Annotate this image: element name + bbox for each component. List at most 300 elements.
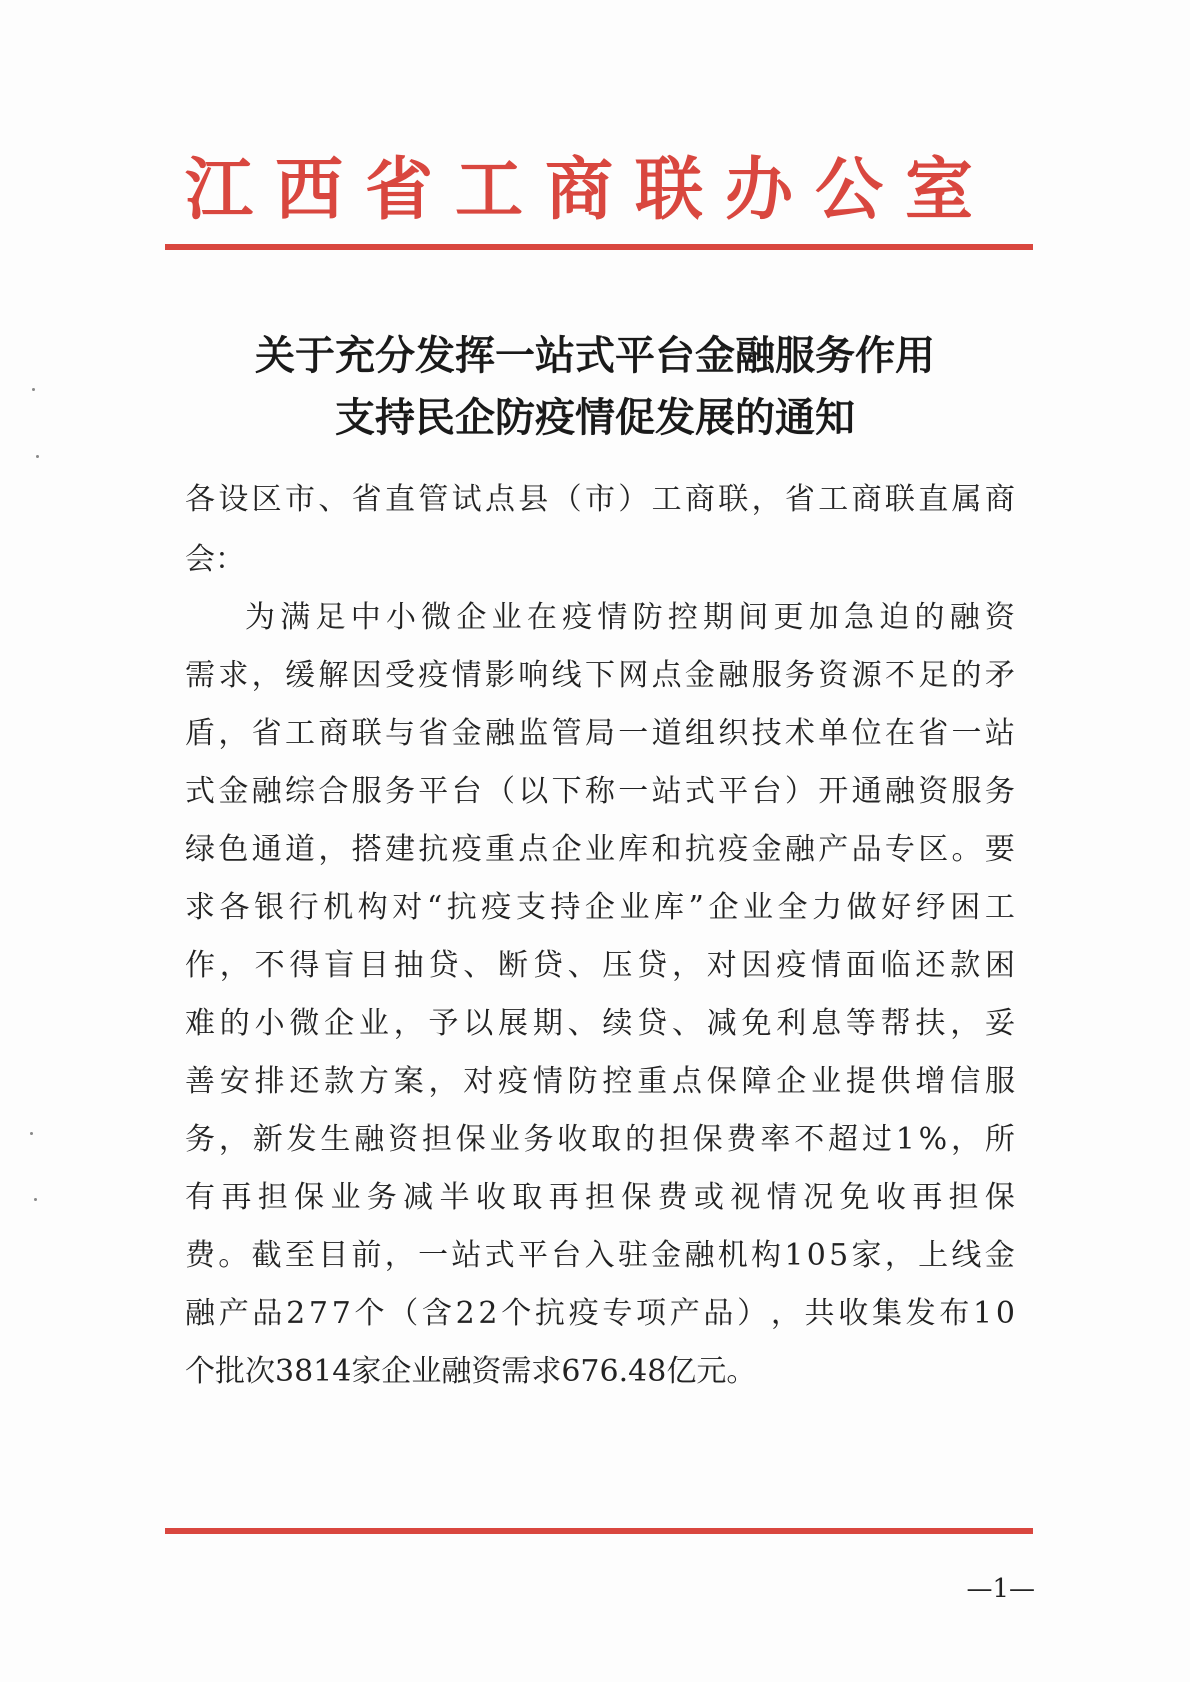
glyph: 至 — [284, 1238, 315, 1273]
glyph: 担 — [421, 1122, 452, 1157]
glyph: 金 — [218, 774, 249, 809]
glyph: 满 — [280, 600, 311, 635]
glyph: 品 — [703, 1296, 734, 1331]
glyph: 或 — [694, 1180, 725, 1215]
glyph: 上 — [918, 1238, 949, 1273]
glyph: 服 — [951, 774, 982, 809]
glyph: 况 — [803, 1180, 834, 1215]
glyph: ， — [251, 658, 282, 693]
glyph: 各 — [185, 482, 215, 517]
glyph: ， — [318, 832, 349, 867]
glyph: 提 — [845, 1064, 876, 1099]
glyph: 迫 — [879, 600, 910, 635]
glyph: 融 — [354, 1122, 385, 1157]
glyph: 情 — [451, 658, 482, 693]
glyph: 疫 — [776, 948, 807, 983]
glyph: 单 — [818, 716, 849, 751]
glyph: 1 — [895, 1122, 915, 1157]
glyph: 疫 — [718, 832, 749, 867]
glyph: 再 — [221, 1180, 252, 1215]
glyph: 以 — [463, 1006, 494, 1041]
glyph: 省 — [784, 482, 815, 517]
glyph: 管 — [418, 482, 449, 517]
glyph: “ — [426, 890, 443, 925]
glyph: 临 — [880, 948, 911, 983]
scan-speck — [34, 1198, 37, 1201]
glyph: 业 — [330, 1180, 361, 1215]
glyph: 一 — [618, 716, 649, 751]
glyph: 5 — [829, 1238, 849, 1273]
glyph: 搭 — [351, 832, 382, 867]
glyph: 线 — [951, 1238, 982, 1273]
glyph: 试 — [451, 482, 482, 517]
glyph: 服 — [751, 658, 782, 693]
glyph: 7 — [331, 1296, 351, 1331]
glyph: 业 — [811, 1064, 842, 1099]
glyph: 支 — [515, 890, 546, 925]
glyph: 网 — [618, 658, 649, 693]
glyph: 通 — [851, 774, 882, 809]
glyph: 银 — [254, 890, 285, 925]
glyph: 因 — [351, 658, 382, 693]
glyph: 展 — [498, 1006, 529, 1041]
glyph: 受 — [384, 658, 415, 693]
glyph: 对 — [706, 948, 737, 983]
letterhead-rule-top — [165, 244, 1033, 250]
glyph: 担 — [658, 1122, 689, 1157]
scan-speck — [36, 455, 39, 458]
glyph: 点 — [484, 482, 515, 517]
glyph: 金 — [684, 658, 715, 693]
glyph: 发 — [286, 1122, 317, 1157]
glyph: 0 — [995, 1296, 1015, 1331]
glyph: ， — [951, 1122, 982, 1157]
glyph: 困 — [950, 890, 981, 925]
glyph: 收 — [557, 1122, 588, 1157]
glyph: 工 — [284, 716, 315, 751]
glyph: 入 — [584, 1238, 615, 1273]
glyph: 组 — [684, 716, 715, 751]
glyph: 站 — [984, 716, 1015, 751]
glyph: 疫 — [562, 600, 593, 635]
glyph: 贷 — [532, 948, 563, 983]
glyph: 担 — [257, 1180, 288, 1215]
glyph: 所 — [984, 1122, 1015, 1157]
glyph: 续 — [602, 1006, 633, 1041]
glyph: 信 — [950, 1064, 981, 1099]
glyph: 款 — [324, 1064, 355, 1099]
glyph: 合 — [318, 774, 349, 809]
glyph: 构 — [357, 890, 388, 925]
glyph: 贷 — [637, 948, 668, 983]
glyph: 综 — [284, 774, 315, 809]
glyph: 工 — [818, 482, 849, 517]
glyph: 小 — [385, 600, 416, 635]
glyph: 过 — [861, 1122, 892, 1157]
glyph: 足 — [918, 658, 949, 693]
glyph: 求 — [218, 658, 249, 693]
salutation-line-1 — [185, 480, 1015, 520]
glyph: 企 — [708, 890, 739, 925]
glyph: 管 — [551, 716, 582, 751]
glyph: ， — [671, 948, 702, 983]
glyph: 疫 — [418, 658, 449, 693]
glyph: 工 — [984, 890, 1015, 925]
glyph: 情 — [532, 1064, 563, 1099]
glyph: 省 — [418, 716, 449, 751]
glyph: 保 — [294, 1180, 325, 1215]
glyph: 、 — [567, 1006, 598, 1041]
glyph: 直 — [918, 482, 949, 517]
body-line — [185, 1294, 1015, 1334]
letterhead-org-name: 江西省工商联办公室 — [184, 150, 995, 230]
glyph: 缓 — [284, 658, 315, 693]
body-line — [185, 1004, 1015, 1044]
glyph: （ — [388, 1296, 419, 1331]
glyph: 供 — [880, 1064, 911, 1099]
glyph: 融 — [784, 832, 815, 867]
body-line — [185, 946, 1015, 986]
glyph: 、 — [671, 1006, 702, 1041]
glyph: 善 — [185, 1064, 215, 1099]
glyph: 求 — [185, 890, 215, 925]
body-line — [185, 714, 1015, 754]
glyph: 扶 — [915, 1006, 946, 1041]
glyph: 务 — [366, 1180, 397, 1215]
glyph: ， — [219, 948, 250, 983]
glyph: 机 — [717, 1238, 748, 1273]
glyph: 保 — [692, 1122, 723, 1157]
glyph: 间 — [738, 600, 769, 635]
salutation-text-2: 会： — [185, 542, 245, 577]
page-number: —1— — [966, 1574, 1035, 1604]
glyph: 平 — [418, 774, 449, 809]
glyph: 增 — [915, 1064, 946, 1099]
glyph: 的 — [624, 1122, 655, 1157]
glyph: 解 — [318, 658, 349, 693]
glyph: 抗 — [418, 832, 449, 867]
glyph: 台 — [451, 774, 482, 809]
glyph: 务 — [523, 1122, 554, 1157]
glyph: 目 — [358, 948, 389, 983]
glyph: 取 — [591, 1122, 622, 1157]
glyph: 减 — [403, 1180, 434, 1215]
body-line — [185, 1062, 1015, 1102]
glyph: 再 — [912, 1180, 943, 1215]
glyph: 设 — [218, 482, 249, 517]
glyph: 生 — [320, 1122, 351, 1157]
glyph: 商 — [984, 482, 1015, 517]
glyph: 对 — [463, 1064, 494, 1099]
glyph: 点 — [651, 658, 682, 693]
glyph: 一 — [951, 716, 982, 751]
glyph: 企 — [551, 832, 582, 867]
glyph: 2 — [286, 1296, 306, 1331]
glyph: （ — [484, 774, 515, 809]
glyph: ， — [770, 1296, 801, 1331]
glyph: 断 — [498, 948, 529, 983]
glyph: 中 — [350, 600, 381, 635]
glyph: 保 — [706, 1064, 737, 1099]
glyph: 省 — [351, 482, 382, 517]
glyph: 商 — [318, 716, 349, 751]
glyph: 点 — [671, 1064, 702, 1099]
glyph: ” — [688, 890, 704, 925]
glyph: 截 — [251, 1238, 282, 1273]
glyph: 资 — [984, 600, 1015, 635]
glyph: 产 — [669, 1296, 700, 1331]
glyph: 开 — [818, 774, 849, 809]
glyph: 融 — [884, 774, 915, 809]
glyph: 平 — [517, 1238, 548, 1273]
glyph: 有 — [185, 1180, 215, 1215]
glyph: 下 — [584, 658, 615, 693]
glyph: 得 — [289, 948, 320, 983]
glyph: 款 — [950, 948, 981, 983]
glyph: 品 — [851, 832, 882, 867]
glyph: 目 — [318, 1238, 349, 1273]
glyph: 期 — [703, 600, 734, 635]
glyph: 台 — [751, 774, 782, 809]
glyph: 集 — [871, 1296, 902, 1331]
glyph: 企 — [584, 890, 615, 925]
glyph: 疫 — [498, 1064, 529, 1099]
glyph: 。 — [218, 1238, 249, 1273]
glyph: 担 — [948, 1180, 979, 1215]
glyph: 在 — [526, 600, 557, 635]
glyph: 新 — [252, 1122, 283, 1157]
glyph: 专 — [602, 1296, 633, 1331]
glyph: 家 — [851, 1238, 882, 1273]
glyph: 务 — [185, 1122, 215, 1157]
glyph: 、 — [567, 948, 598, 983]
glyph: 费 — [726, 1122, 757, 1157]
glyph: 小 — [254, 1006, 285, 1041]
glyph: 市 — [584, 482, 615, 517]
glyph: 防 — [567, 1064, 598, 1099]
glyph: 纾 — [915, 890, 946, 925]
glyph: ） — [737, 1296, 768, 1331]
glyph: 式 — [185, 774, 215, 809]
glyph: 微 — [421, 600, 452, 635]
glyph: 个 — [354, 1296, 385, 1331]
glyph: ， — [950, 1006, 981, 1041]
glyph: 称 — [584, 774, 615, 809]
glyph: 和 — [651, 832, 682, 867]
glyph: 微 — [289, 1006, 320, 1041]
body-text: 个批次3814家企业融资需求676.48亿元。 — [185, 1354, 757, 1389]
glyph: 响 — [518, 658, 549, 693]
glyph: 区 — [251, 482, 282, 517]
glyph: 息 — [811, 1006, 842, 1041]
glyph: 。 — [951, 832, 982, 867]
glyph: 超 — [828, 1122, 859, 1157]
body-line — [185, 656, 1015, 696]
glyph: 下 — [551, 774, 582, 809]
glyph: 业 — [619, 890, 650, 925]
glyph: 业 — [742, 890, 773, 925]
glyph: 专 — [884, 832, 915, 867]
glyph: 平 — [718, 774, 749, 809]
glyph: 减 — [706, 1006, 737, 1041]
glyph: 建 — [384, 832, 415, 867]
body-line — [185, 1352, 1015, 1392]
glyph: 压 — [602, 948, 633, 983]
glyph: % — [918, 1122, 948, 1157]
glyph: 资 — [388, 1122, 419, 1157]
glyph: 1 — [973, 1296, 993, 1331]
glyph: 金 — [651, 1238, 682, 1273]
footer-rule — [165, 1528, 1033, 1534]
glyph: 源 — [851, 658, 882, 693]
glyph: 抗 — [534, 1296, 565, 1331]
glyph: 重 — [484, 832, 515, 867]
glyph: 技 — [751, 716, 782, 751]
glyph: 影 — [484, 658, 515, 693]
glyph: 线 — [551, 658, 582, 693]
glyph: ， — [751, 482, 782, 517]
glyph: 还 — [915, 948, 946, 983]
glyph: 2 — [478, 1296, 498, 1331]
glyph: 需 — [185, 658, 215, 693]
glyph: 县 — [518, 482, 549, 517]
glyph: 贷 — [428, 948, 459, 983]
glyph: 务 — [784, 658, 815, 693]
body-line — [185, 830, 1015, 870]
glyph: 保 — [455, 1122, 486, 1157]
glyph: 点 — [518, 832, 549, 867]
glyph: 收 — [475, 1180, 506, 1215]
body-line — [185, 1120, 1015, 1160]
glyph: 因 — [741, 948, 772, 983]
glyph: 视 — [730, 1180, 761, 1215]
glyph: 力 — [812, 890, 843, 925]
glyph: 半 — [439, 1180, 470, 1215]
glyph: 盲 — [324, 948, 355, 983]
glyph: 融 — [251, 774, 282, 809]
glyph: 更 — [773, 600, 804, 635]
glyph: 业 — [491, 600, 522, 635]
glyph: 足 — [315, 600, 346, 635]
glyph: 贷 — [637, 1006, 668, 1041]
glyph: 做 — [846, 890, 877, 925]
body-line — [185, 888, 1015, 928]
glyph: 服 — [351, 774, 382, 809]
glyph: 以 — [518, 774, 549, 809]
glyph: 库 — [654, 890, 684, 925]
glyph: 业 — [358, 1006, 389, 1041]
glyph: 急 — [843, 600, 874, 635]
glyph: 式 — [684, 774, 715, 809]
glyph: 市 — [284, 482, 315, 517]
glyph: 服 — [984, 1064, 1015, 1099]
glyph: （ — [551, 482, 582, 517]
glyph: 联 — [884, 482, 915, 517]
glyph: 案 — [393, 1064, 424, 1099]
glyph: 疫 — [451, 832, 482, 867]
scan-speck — [32, 388, 35, 391]
glyph: 的 — [219, 1006, 250, 1041]
glyph: 情 — [811, 948, 842, 983]
glyph: 持 — [550, 890, 581, 925]
glyph: 疫 — [481, 890, 512, 925]
glyph: 费 — [185, 1238, 215, 1273]
body-line — [185, 1236, 1015, 1276]
glyph: 省 — [918, 716, 949, 751]
glyph: 抽 — [393, 948, 424, 983]
glyph: 情 — [766, 1180, 797, 1215]
glyph: 等 — [845, 1006, 876, 1041]
glyph: 为 — [245, 600, 275, 635]
glyph: 机 — [323, 890, 354, 925]
glyph: 务 — [984, 774, 1015, 809]
glyph: 融 — [718, 658, 749, 693]
glyph: 台 — [551, 1238, 582, 1273]
glyph: 融 — [185, 1296, 215, 1331]
glyph: 省 — [251, 716, 282, 751]
glyph: 属 — [951, 482, 982, 517]
glyph: 项 — [636, 1296, 667, 1331]
glyph: 不 — [254, 948, 285, 983]
glyph: ） — [618, 482, 649, 517]
glyph: ， — [218, 1122, 249, 1157]
glyph: 抗 — [446, 890, 477, 925]
glyph: 品 — [252, 1296, 283, 1331]
glyph: 在 — [884, 716, 915, 751]
glyph: 监 — [518, 716, 549, 751]
glyph: 抗 — [684, 832, 715, 867]
glyph: ， — [428, 1064, 459, 1099]
glyph: 业 — [584, 832, 615, 867]
glyph: 工 — [651, 482, 682, 517]
glyph: 担 — [584, 1180, 615, 1215]
glyph: 绿 — [185, 832, 215, 867]
glyph: ， — [384, 1238, 415, 1273]
glyph: 收 — [838, 1296, 869, 1331]
glyph: 疫 — [568, 1296, 599, 1331]
glyph: 通 — [251, 832, 282, 867]
glyph: 站 — [451, 1238, 482, 1273]
glyph: 产 — [818, 832, 849, 867]
glyph: 控 — [667, 600, 698, 635]
glyph: 帮 — [880, 1006, 911, 1041]
glyph: 期 — [532, 1006, 563, 1041]
glyph: 免 — [741, 1006, 772, 1041]
glyph: 布 — [939, 1296, 970, 1331]
glyph: 融 — [949, 600, 980, 635]
glyph: 站 — [651, 774, 682, 809]
glyph: 不 — [794, 1122, 825, 1157]
glyph: 要 — [984, 832, 1015, 867]
salutation-line-2 — [185, 540, 1015, 580]
body-line — [185, 1178, 1015, 1218]
glyph: ， — [884, 1238, 915, 1273]
glyph: 2 — [455, 1296, 475, 1331]
glyph: 矛 — [984, 658, 1015, 693]
glyph: 产 — [218, 1296, 249, 1331]
glyph: 融 — [684, 1238, 715, 1273]
glyph: 个 — [501, 1296, 532, 1331]
glyph: 业 — [489, 1122, 520, 1157]
glyph: 位 — [851, 716, 882, 751]
glyph: 收 — [875, 1180, 906, 1215]
glyph: 困 — [984, 948, 1015, 983]
glyph: 资 — [818, 658, 849, 693]
glyph: 一 — [418, 1238, 449, 1273]
glyph: 企 — [324, 1006, 355, 1041]
glyph: 局 — [584, 716, 615, 751]
document-title-line-2: 支持民企防疫情促发展的通知 — [335, 394, 855, 441]
